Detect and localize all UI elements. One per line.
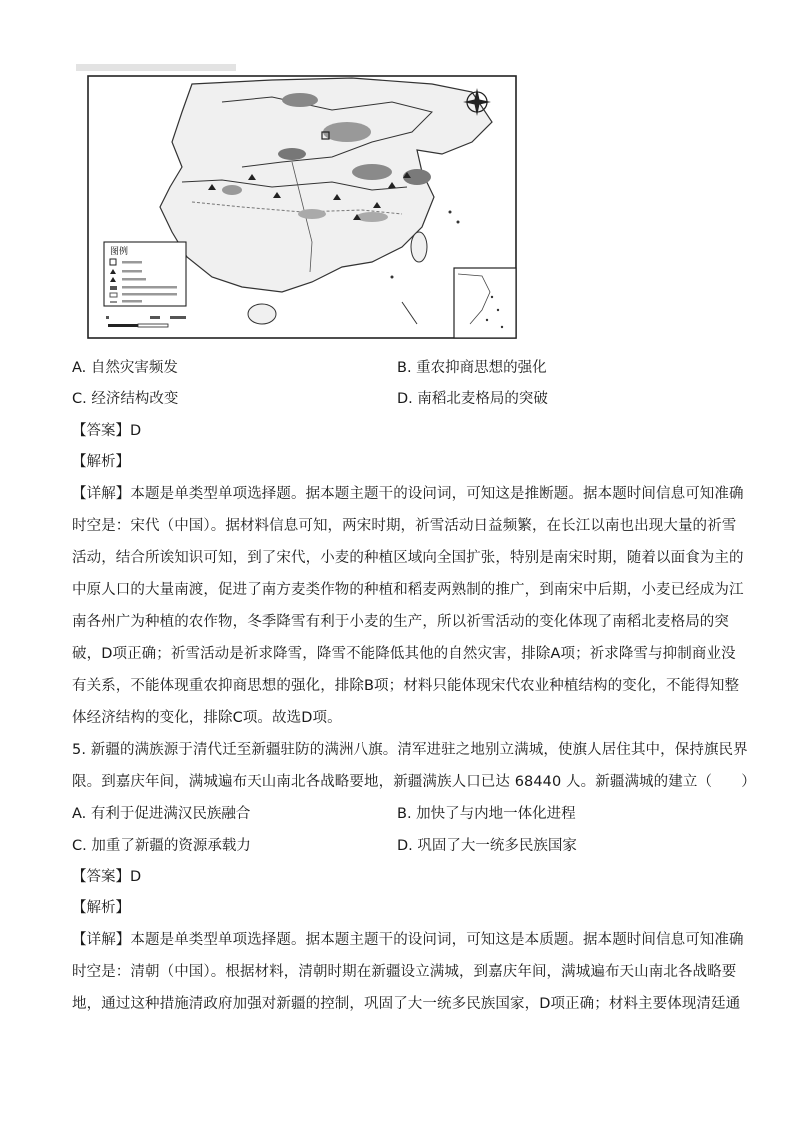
q5-analysis-label: 【解析】: [72, 900, 130, 916]
q4-analysis-label: 【解析】: [72, 454, 130, 470]
q5-option-c: C. 加重了新疆的资源承载力: [72, 838, 251, 854]
q4-option-d: D. 南稻北麦格局的突破: [397, 391, 548, 407]
south-sea-inset-map: [454, 268, 516, 338]
q4-detail-line: 南各州广为种植的农作物，冬季降雪有利于小麦的生产，所以祈雪活动的变化体现了南稻北麦格局的突: [72, 614, 729, 630]
q5-detail-line: 时空是：清朝（中国）。根据材料，清朝时期在新疆设立满城，到嘉庆年间，满城遍布天山南北各战略要: [72, 964, 737, 980]
q5-stem-line: 限。到嘉庆年间，满城遍布天山南北各战略要地，新疆满族人口已达 68440 人。新疆满城的建立（ ）: [72, 774, 756, 790]
q4-detail-line: 时空是：宋代（中国）。据材料信息可知，两宋时期，祈雪活动日益频繁，在长江以南也出现大量的祈雪: [72, 518, 737, 534]
q4-option-c: C. 经济结构改变: [72, 391, 179, 407]
q5-option-b: B. 加快了与内地一体化进程: [397, 806, 576, 822]
q5-stem-line: 5. 新疆的满族源于清代迁至新疆驻防的满洲八旗。清军进驻之地别立满城，使旗人居住其中，保持旗民界: [72, 742, 748, 758]
q4-option-b: B. 重农抑商思想的强化: [397, 360, 547, 376]
q4-detail-line: 活动，结合所诶知识可知，到了宋代，小麦的种植区域向全国扩张，特别是南宋时期，随着以面食为主的: [72, 550, 744, 566]
map-legend: [104, 242, 186, 306]
q5-detail-line: 【详解】本题是单类型单项选择题。据本题主题干的设问词，可知这是本质题。据本题时间信息可知准确: [72, 932, 744, 948]
q4-detail-line: 【详解】本题是单类型单项选择题。据本题主题干的设问词，可知这是推断题。据本题时间信息可知准确: [72, 486, 744, 502]
q4-detail-line: 破，D项正确；祈雪活动是祈求降雪，降雪不能降低其他的自然灾害，排除A项；祈求降雪与抑制商业没: [72, 646, 736, 662]
q5-option-a: A. 有利于促进满汉民族融合: [72, 806, 251, 822]
q5-answer: 【答案】D: [72, 869, 142, 885]
q4-detail-line: 体经济结构的变化，排除C项。故选D项。: [72, 710, 342, 726]
q4-option-a: A. 自然灾害频发: [72, 360, 178, 376]
q5-option-d: D. 巩固了大一统多民族国家: [397, 838, 577, 854]
legend-title: 图例: [110, 247, 129, 257]
q4-detail-line: 有关系，不能体现重农抑商思想的强化，排除B项；材料只能体现宋代农业种植结构的变化，不能得知整: [72, 678, 740, 694]
q5-detail-line: 地，通过这种措施清政府加强对新疆的控制，巩固了大一统多民族国家，D项正确；材料主要体现清廷通: [72, 996, 741, 1012]
song-dynasty-map-figure: [72, 62, 522, 342]
q4-answer: 【答案】D: [72, 423, 142, 439]
map-image: [72, 62, 522, 342]
q4-detail-line: 中原人口的大量南渡，促进了南方麦类作物的种植和稻麦两熟制的推广，到南宋中后期，小麦已经成为江: [72, 582, 744, 598]
